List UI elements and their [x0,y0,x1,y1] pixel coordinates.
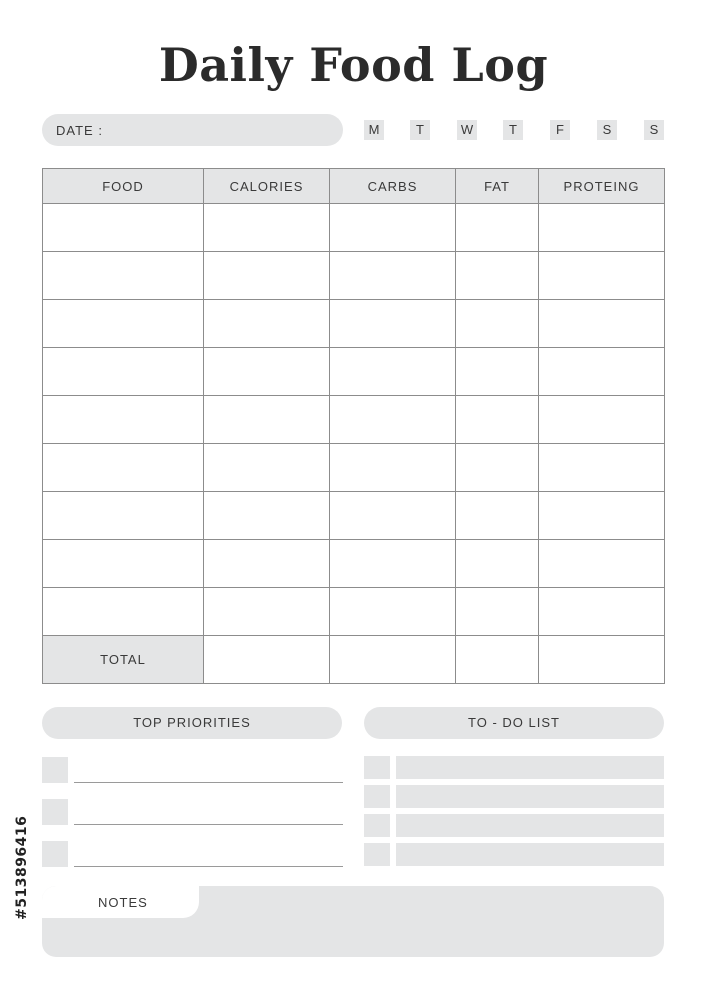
total-protein-cell[interactable] [539,636,665,684]
food-cell[interactable] [43,444,204,492]
table-row [43,588,665,636]
calories-cell[interactable] [204,300,330,348]
todo-checkbox[interactable] [364,814,390,837]
carbs-cell[interactable] [330,444,456,492]
food-cell[interactable] [43,588,204,636]
notes-label: NOTES [98,895,148,910]
table-body [43,204,665,684]
fat-cell[interactable] [456,492,539,540]
total-calories-cell[interactable] [204,636,330,684]
day-box-saturday[interactable]: S [597,120,617,140]
protein-cell[interactable] [539,204,665,252]
calories-cell[interactable] [204,588,330,636]
fat-cell[interactable] [456,444,539,492]
table-row [43,204,665,252]
calories-cell[interactable] [204,252,330,300]
date-label: DATE : [56,123,103,138]
todo-checkbox[interactable] [364,843,390,866]
carbs-cell[interactable] [330,348,456,396]
table-header-row [43,169,665,204]
day-box-thursday[interactable]: T [503,120,523,140]
fat-cell[interactable] [456,300,539,348]
top-priorities-header: TOP PRIORITIES [42,707,342,739]
food-cell[interactable] [43,540,204,588]
food-cell[interactable] [43,204,204,252]
carbs-cell[interactable] [330,204,456,252]
protein-cell[interactable] [539,300,665,348]
calories-cell[interactable] [204,492,330,540]
protein-cell[interactable] [539,348,665,396]
carbs-cell[interactable] [330,252,456,300]
food-cell[interactable] [43,492,204,540]
table-row [43,252,665,300]
day-box-wednesday[interactable]: W [457,120,477,140]
stock-id-watermark [6,770,36,920]
table-row [43,348,665,396]
fat-cell[interactable] [456,252,539,300]
food-cell[interactable] [43,348,204,396]
protein-cell[interactable] [539,540,665,588]
table-row [43,492,665,540]
carbs-cell[interactable] [330,300,456,348]
carbs-cell[interactable] [330,588,456,636]
table-total-row [43,636,665,684]
priority-line[interactable] [74,866,343,867]
food-cell[interactable] [43,252,204,300]
protein-cell[interactable] [539,396,665,444]
calories-cell[interactable] [204,204,330,252]
food-log-table [42,168,665,684]
carbs-cell[interactable] [330,396,456,444]
fat-cell[interactable] [456,588,539,636]
total-label: TOTAL [43,636,204,684]
todo-item-field[interactable] [396,814,664,837]
protein-cell[interactable] [539,588,665,636]
column-header-food: FOOD [43,169,204,204]
table-row [43,300,665,348]
todo-item-field[interactable] [396,756,664,779]
food-cell[interactable] [43,396,204,444]
protein-cell[interactable] [539,492,665,540]
table-row [43,444,665,492]
carbs-cell[interactable] [330,540,456,588]
protein-cell[interactable] [539,444,665,492]
day-box-tuesday[interactable]: T [410,120,430,140]
todo-item-field[interactable] [396,785,664,808]
day-box-friday[interactable]: F [550,120,570,140]
food-cell[interactable] [43,300,204,348]
fat-cell[interactable] [456,540,539,588]
carbs-cell[interactable] [330,492,456,540]
fat-cell[interactable] [456,396,539,444]
calories-cell[interactable] [204,540,330,588]
todo-list-header: TO - DO LIST [364,707,664,739]
total-carbs-cell[interactable] [330,636,456,684]
todo-checkbox[interactable] [364,756,390,779]
column-header-protein: PROTEING [539,169,665,204]
priority-line[interactable] [74,824,343,825]
page-title: Daily Food Log [158,38,549,92]
todo-item-field[interactable] [396,843,664,866]
fat-cell[interactable] [456,348,539,396]
priority-line[interactable] [74,782,343,783]
priority-checkbox[interactable] [42,799,68,825]
priority-checkbox[interactable] [42,757,68,783]
table-row [43,540,665,588]
stock-id-text: #513896416 [14,815,30,920]
table-row [43,396,665,444]
day-box-sunday[interactable]: S [644,120,664,140]
date-field[interactable] [42,114,343,146]
column-header-fat: FAT [456,169,539,204]
calories-cell[interactable] [204,396,330,444]
calories-cell[interactable] [204,348,330,396]
column-header-calories: CALORIES [204,169,330,204]
day-box-monday[interactable]: M [364,120,384,140]
fat-cell[interactable] [456,204,539,252]
protein-cell[interactable] [539,252,665,300]
todo-checkbox[interactable] [364,785,390,808]
calories-cell[interactable] [204,444,330,492]
priority-checkbox[interactable] [42,841,68,867]
total-fat-cell[interactable] [456,636,539,684]
column-header-carbs: CARBS [330,169,456,204]
